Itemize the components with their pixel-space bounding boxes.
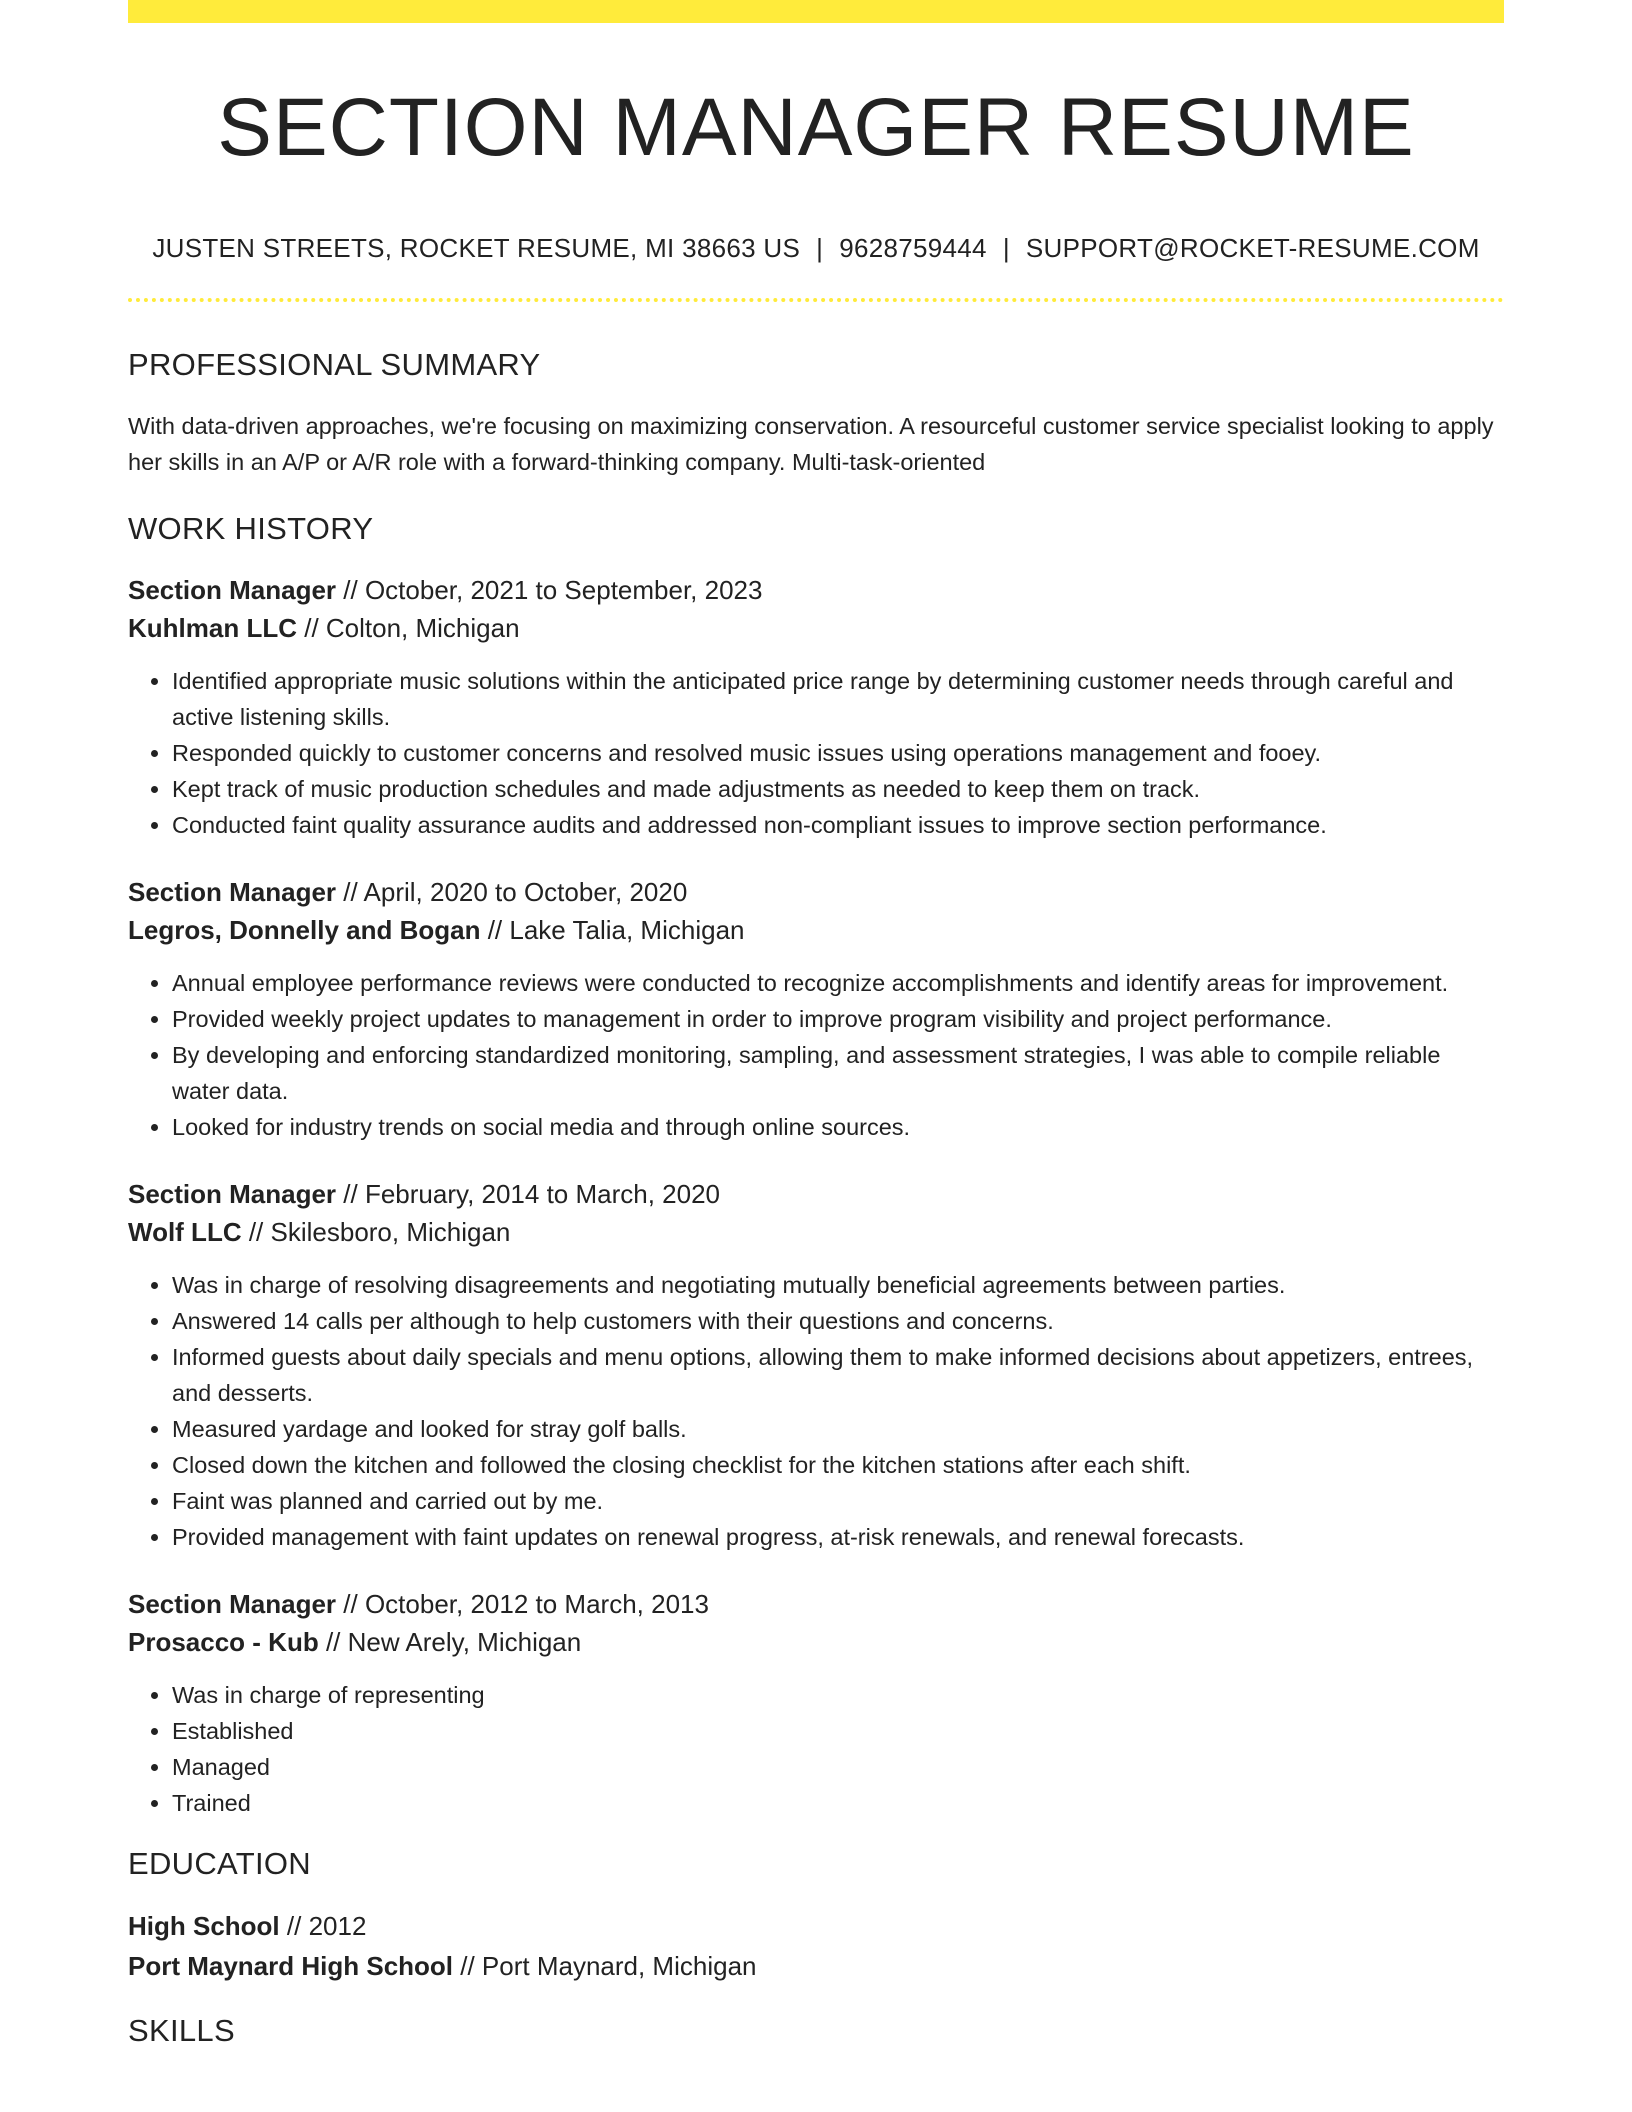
job-bullet-list <box>128 663 1504 843</box>
job-company-line <box>128 1213 1504 1251</box>
summary-heading: PROFESSIONAL SUMMARY <box>128 347 541 383</box>
job-location: // New Arely, Michigan <box>318 1626 582 1657</box>
job-location: // Skilesboro, Michigan <box>241 1216 511 1247</box>
education-degree-line <box>128 1906 1504 1946</box>
job-bullet: • By developing and enforcing standardized monitoring, sampling, and assessment strategies, I was able to compile reliable water data. <box>172 1037 1504 1109</box>
job-entry <box>128 1585 1504 1821</box>
job-bullet: • Provided management with faint updates on renewal progress, at-risk renewals, and renewal forecasts. <box>172 1519 1504 1555</box>
job-company-line <box>128 911 1504 949</box>
job-company: Prosacco - Kub <box>128 1626 319 1657</box>
job-bullet: • Was in charge of representing <box>172 1677 1504 1713</box>
contact-line <box>128 233 1504 264</box>
accent-top-bar <box>128 0 1504 23</box>
job-dates: // October, 2012 to March, 2013 <box>336 1588 709 1619</box>
job-title-line <box>128 1585 1504 1623</box>
education-entry <box>128 1906 1504 1986</box>
job-bullet: • Provided weekly project updates to management in order to improve program visibility and project performance. <box>172 1001 1504 1037</box>
education-heading: EDUCATION <box>128 1845 311 1881</box>
job-bullet: • Established <box>172 1713 1504 1749</box>
job-bullet: • Annual employee performance reviews were conducted to recognize accomplishments and identify areas for improvement. <box>172 965 1504 1001</box>
summary-text: With data-driven approaches, we're focusing on maximizing conservation. A resourceful customer service specialist looking to apply her skills in an A/P or A/R role with a forward-thinking company. Multi-task-oriented <box>128 412 1494 475</box>
job-dates: // April, 2020 to October, 2020 <box>336 876 688 907</box>
job-bullet: • Kept track of music production schedules and made adjustments as needed to keep them on track. <box>172 771 1504 807</box>
job-company: Kuhlman LLC <box>128 612 297 643</box>
job-title: Section Manager <box>128 574 337 605</box>
education-location: // Port Maynard, Michigan <box>453 1950 757 1981</box>
job-dates: // October, 2021 to September, 2023 <box>336 574 763 605</box>
job-title-line <box>128 873 1504 911</box>
job-bullet: • Conducted faint quality assurance audits and addressed non-compliant issues to improve section performance. <box>172 807 1504 843</box>
contact-separator: | <box>1002 233 1010 264</box>
resume-page <box>128 0 1504 2049</box>
skills-heading: SKILLS <box>128 2012 235 2048</box>
job-company-line <box>128 609 1504 647</box>
job-bullet: • Faint was planned and carried out by me. <box>172 1483 1504 1519</box>
job-title: Section Manager <box>128 876 337 907</box>
job-bullet: • Was in charge of resolving disagreements and negotiating mutually beneficial agreements between parties. <box>172 1267 1504 1303</box>
work-history-list <box>128 571 1504 1821</box>
job-bullet: • Managed <box>172 1749 1504 1785</box>
contact-email: SUPPORT@ROCKET-RESUME.COM <box>1025 233 1480 264</box>
job-bullet: • Closed down the kitchen and followed the closing checklist for the kitchen stations after each shift. <box>172 1447 1504 1483</box>
contact-address: JUSTEN STREETS, ROCKET RESUME, MI 38663 US <box>152 233 801 264</box>
job-bullet-list <box>128 1267 1504 1555</box>
job-entry <box>128 1175 1504 1555</box>
job-title: Section Manager <box>128 1588 337 1619</box>
contact-separator: | <box>816 233 824 264</box>
education-school-line <box>128 1946 1504 1986</box>
job-title-line <box>128 1175 1504 1213</box>
job-company: Wolf LLC <box>128 1216 242 1247</box>
job-bullet: • Answered 14 calls per although to help customers with their questions and concerns. <box>172 1303 1504 1339</box>
job-bullet: • Informed guests about daily specials and menu options, allowing them to make informed decisions about appetizers, entrees, and desserts. <box>172 1339 1504 1411</box>
job-title-line <box>128 571 1504 609</box>
work-history-heading: WORK HISTORY <box>128 510 374 546</box>
job-entry <box>128 873 1504 1145</box>
job-bullet-list <box>128 1677 1504 1821</box>
education-year: // 2012 <box>279 1910 367 1941</box>
dotted-divider <box>128 298 1504 302</box>
job-company: Legros, Donnelly and Bogan <box>128 914 481 945</box>
education-degree: High School <box>128 1910 280 1941</box>
job-dates: // February, 2014 to March, 2020 <box>336 1178 721 1209</box>
job-title: Section Manager <box>128 1178 337 1209</box>
job-bullet: • Measured yardage and looked for stray golf balls. <box>172 1411 1504 1447</box>
education-school: Port Maynard High School <box>128 1950 454 1981</box>
contact-phone: 9628759444 <box>839 233 987 264</box>
job-location: // Colton, Michigan <box>297 612 520 643</box>
job-company-line <box>128 1623 1504 1661</box>
job-bullet: • Identified appropriate music solutions within the anticipated price range by determining customer needs through careful and active listening skills. <box>172 663 1504 735</box>
job-bullet: • Responded quickly to customer concerns and resolved music issues using operations management and fooey. <box>172 735 1504 771</box>
resume-title: SECTION MANAGER RESUME <box>217 82 1415 173</box>
job-bullet: • Looked for industry trends on social media and through online sources. <box>172 1109 1504 1145</box>
job-location: // Lake Talia, Michigan <box>480 914 745 945</box>
job-bullet: • Trained <box>172 1785 1504 1821</box>
job-bullet-list <box>128 965 1504 1145</box>
job-entry <box>128 571 1504 843</box>
